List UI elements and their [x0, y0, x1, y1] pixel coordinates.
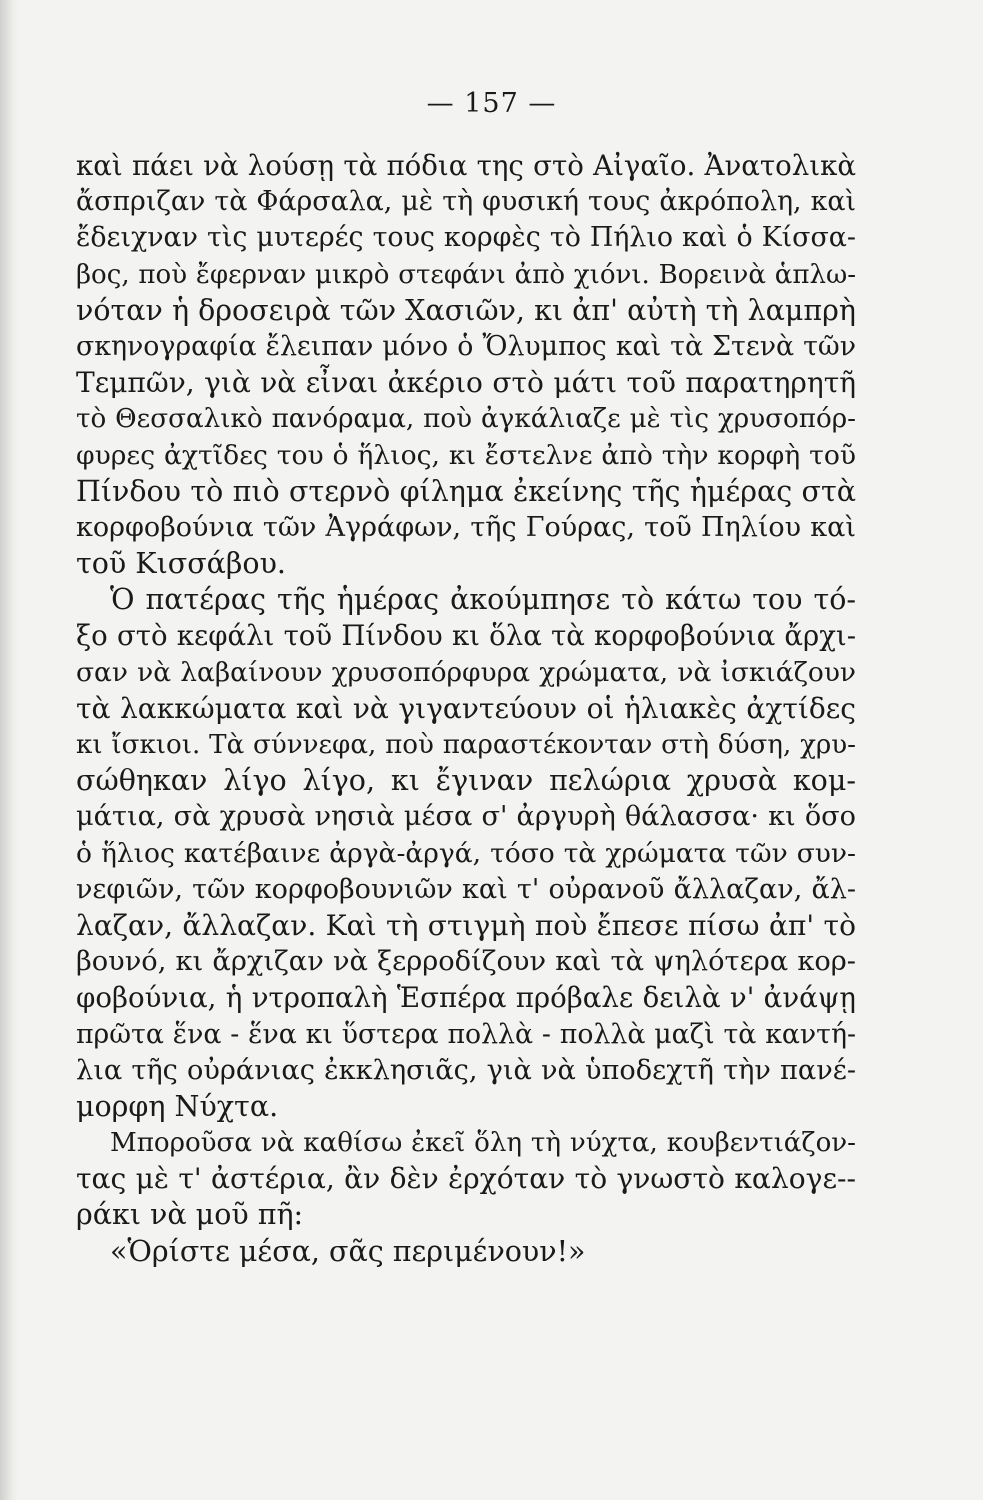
text-line: τὰ λακκώματα καὶ νὰ γιγαντεύουν οἱ ἡλιακὲς ἀχτίδες — [76, 691, 856, 725]
text-line: ξο στὸ κεφάλι τοῦ Πίνδου κι ὅλα τὰ κορφοβούνια ἄρχι- — [76, 620, 856, 653]
text-line: Ὁ πατέρας τῆς ἡμέρας ἀκούμπησε τὸ κάτω του τό- — [110, 583, 856, 617]
text-line: ἄσπριζαν τὰ Φάρσαλα, μὲ τὴ φυσική τους ἀκρόπολη, καὶ — [76, 186, 856, 218]
text-line: φοβούνια, ἡ ντροπαλὴ Ἑσπέρα πρόβαλε δειλὰ ν' ἀνάψῃ — [76, 981, 856, 1015]
text-line: «Ὁρίστε μέσα, σᾶς περιμένουν!» — [110, 1234, 586, 1268]
text-line: μάτια, σὰ χρυσὰ νησιὰ μέσα σ' ἀργυρὴ θάλασσα· κι ὅσο — [76, 801, 856, 833]
text-line: Πίνδου τὸ πιὸ στερνὸ φίλημα ἐκείνης τῆς ἡμέρας στὰ — [76, 474, 856, 508]
text-line: μορφη Νύχτα. — [76, 1089, 279, 1123]
text-line: κι ἴσκιοι. Τὰ σύννεφα, ποὺ παραστέκονταν στὴ δύση, χρυ- — [76, 730, 856, 760]
text-line: Μποροῦσα νὰ καθίσω ἐκεῖ ὅλη τὴ νύχτα, κουβεντιάζον- — [110, 1128, 856, 1159]
text-line: πρῶτα ἕνα - ἕνα κι ὕστερα πολλὰ - πολλὰ μαζὶ τὰ καντή- — [76, 1018, 856, 1050]
text-line: τας μὲ τ' ἀστέρια, ἂν δὲν ἐρχόταν τὸ γνωστὸ καλογε-- — [76, 1162, 856, 1196]
text-line: βος, ποὺ ἔφερναν μικρὸ στεφάνι ἀπὸ χιόνι. Βορεινὰ ἁπλω- — [76, 259, 856, 290]
text-line: ἔδειχναν τὶς μυτερές τους κορφὲς τὸ Πήλιο καὶ ὁ Κίσσα- — [76, 222, 856, 254]
text-line: νόταν ἡ δροσειρὰ τῶν Χασιῶν, κι ἀπ' αὐτὴ τὴ λαμπρὴ — [76, 293, 856, 327]
text-line: λια τῆς οὐράνιας ἐκκλησιᾶς, γιὰ νὰ ὑποδεχτῆ τὴν πανέ- — [76, 1054, 856, 1086]
text-line: τοῦ Κισσάβου. — [76, 547, 286, 581]
page-number: — 157 — — [426, 88, 557, 119]
text-line: κορφοβούνια τῶν Ἀγράφων, τῆς Γούρας, τοῦ Πηλίου καὶ — [76, 511, 856, 543]
body-text — [76, 148, 856, 1270]
text-line: ράκι νὰ μοῦ πῆ: — [76, 1198, 304, 1232]
text-line: σκηνογραφία ἔλειπαν μόνο ὁ Ὄλυμπος καὶ τὰ Στενὰ τῶν — [76, 330, 856, 362]
text-line: σαν νὰ λαβαίνουν χρυσοπόρφυρα χρώματα, νὰ ἰσκιάζουν — [76, 656, 856, 688]
page-edge-shadow — [0, 0, 18, 1500]
text-line: φυρες ἀχτῖδες του ὁ ἥλιος, κι ἔστελνε ἀπὸ τὴν κορφὴ τοῦ — [76, 439, 856, 471]
text-line: νεφιῶν, τῶν κορφοβουνιῶν καὶ τ' οὐρανοῦ ἄλλαζαν, ἄλ- — [76, 873, 856, 905]
text-line: λαζαν, ἄλλαζαν. Καὶ τὴ στιγμὴ ποὺ ἔπεσε πίσω ἀπ' τὸ — [76, 908, 856, 942]
text-line: ὁ ἥλιος κατέβαινε ἀργὰ-ἀργά, τόσο τὰ χρώματα τῶν συν- — [76, 837, 856, 869]
text-line: βουνό, κι ἄρχιζαν νὰ ξερροδίζουν καὶ τὰ ψηλότερα κορ- — [76, 946, 856, 978]
text-line: τὸ Θεσσαλικὸ πανόραμα, ποὺ ἀγκάλιαζε μὲ τὶς χρυσοπόρ- — [76, 404, 856, 435]
text-line: καὶ πάει νὰ λούσῃ τὰ πόδια της στὸ Αἰγαῖο. Ἀνατολικὰ — [76, 149, 856, 182]
text-line: σώθηκαν λίγο λίγο, κι ἔγιναν πελώρια χρυσὰ κομ- — [76, 764, 856, 798]
text-line: Τεμπῶν, γιὰ νὰ εἶναι ἀκέριο στὸ μάτι τοῦ παρατηρητῆ — [76, 366, 856, 400]
